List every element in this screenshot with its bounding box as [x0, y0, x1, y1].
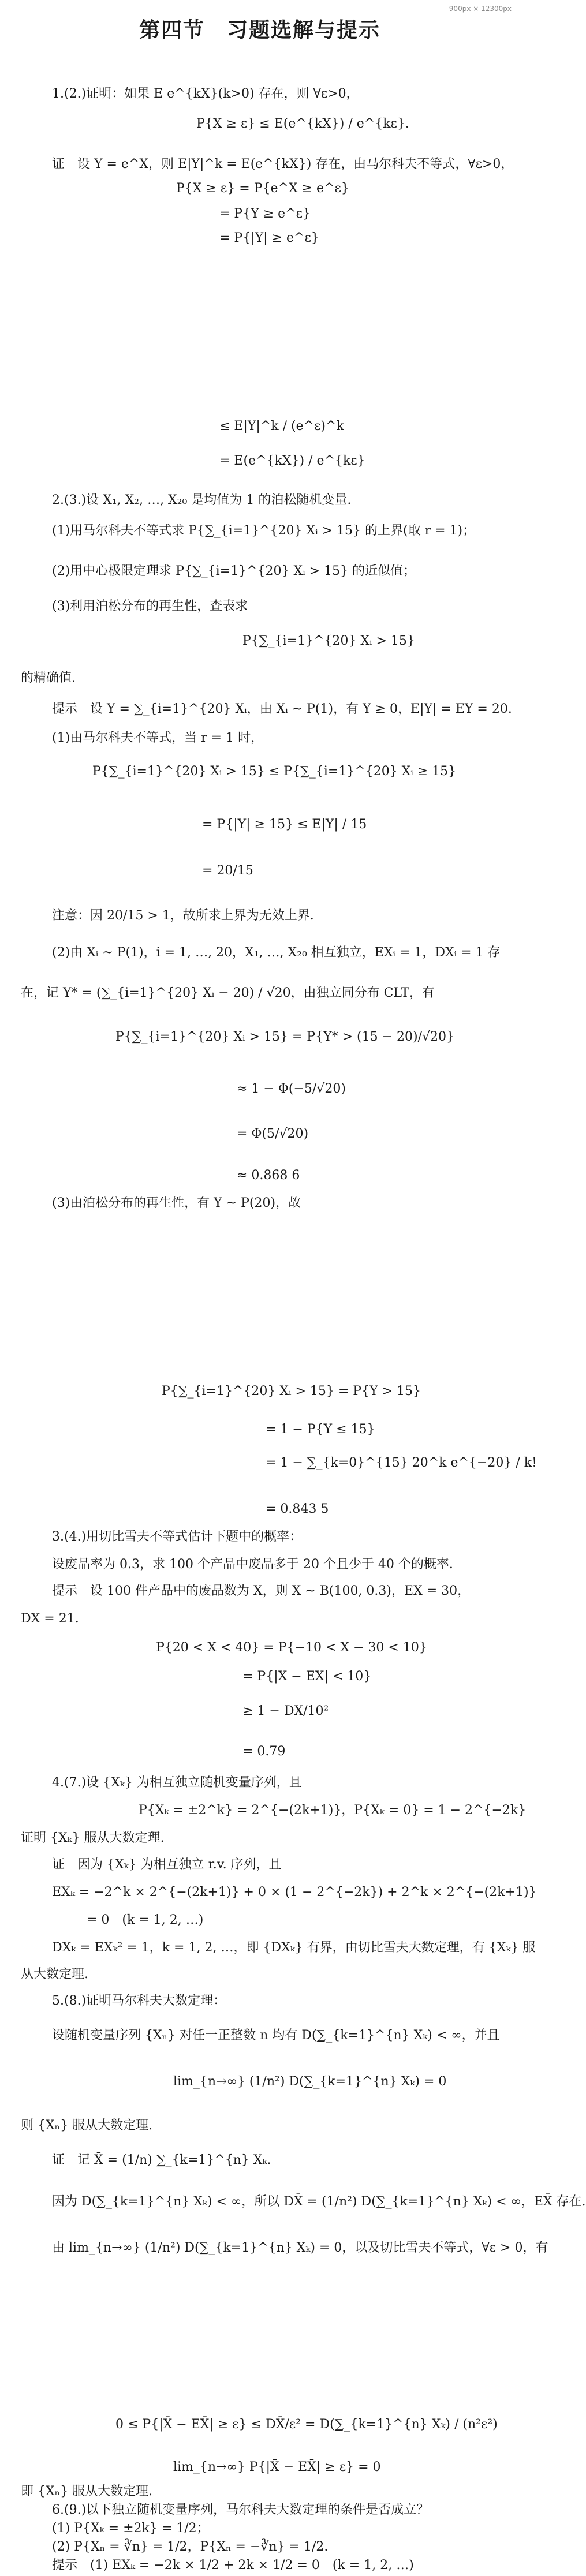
text-line: P{∑_{i=1}^{20} Xᵢ > 15} = P{Y* > (15 − 20)/√20}	[115, 1030, 455, 1044]
text-line: (1)用马尔科夫不等式求 P{∑_{i=1}^{20} Xᵢ > 15} 的上界(取 r = 1)；	[52, 524, 476, 538]
text-line: = 1 − ∑_{k=0}^{15} 20^k e^{−20} / k!	[266, 1456, 537, 1470]
text-line: = P{|X − EX| < 10}	[242, 1669, 372, 1684]
text-line: 提示 设 Y = ∑_{i=1}^{20} Xᵢ，由 Xᵢ ~ P(1)，有 Y ≥ 0，E|Y| = EY = 20.	[52, 702, 512, 716]
text-line: ≈ 0.868 6	[237, 1168, 300, 1183]
text-line: P{X ≥ ε} = P{e^X ≥ e^ε}	[176, 181, 349, 196]
text-line: 的精确值.	[21, 671, 76, 685]
section-title: 第四节 习题选解与提示	[139, 18, 380, 42]
text-line: = Φ(5/√20)	[237, 1127, 309, 1141]
text-line: = 20/15	[202, 863, 253, 878]
text-line: P{∑_{i=1}^{20} Xᵢ > 15} ≤ P{∑_{i=1}^{20} Xᵢ ≥ 15}	[92, 764, 457, 779]
text-line: P{X ≥ ε} ≤ E(e^{kX}) / e^{kε}.	[196, 117, 409, 131]
text-line: 证 记 X̄ = (1/n) ∑_{k=1}^{n} Xₖ.	[52, 2153, 271, 2167]
text-line: (1)由马尔科夫不等式，当 r = 1 时，	[52, 731, 264, 745]
text-line: 证明 {Xₖ} 服从大数定理.	[21, 1831, 165, 1845]
text-line: 设随机变量序列 {Xₙ} 对任一正整数 n 均有 D(∑_{k=1}^{n} Xₖ) < ∞，并且	[52, 2028, 500, 2043]
text-line: 在，记 Y* = (∑_{i=1}^{20} Xᵢ − 20) / √20，由独立同分布 CLT，有	[21, 986, 435, 1000]
text-line: P{Xₖ = ±2^k} = 2^{−(2k+1)}，P{Xₖ = 0} = 1 − 2^{−2k}	[139, 1803, 527, 1818]
text-line: ≥ 1 − DX/10²	[242, 1704, 329, 1718]
text-line: P{∑_{i=1}^{20} Xᵢ > 15} = P{Y > 15}	[162, 1384, 421, 1399]
text-line: 证 因为 {Xₖ} 为相互独立 r.v. 序列，且	[52, 1857, 282, 1872]
text-line: 则 {Xₙ} 服从大数定理.	[21, 2118, 153, 2133]
text-line: (2)用中心极限定理求 P{∑_{i=1}^{20} Xᵢ > 15} 的近似值；	[52, 564, 416, 578]
text-line: 1.(2.)证明：如果 E e^{kX}(k>0) 存在，则 ∀ε>0，	[52, 87, 359, 101]
text-line: 由 lim_{n→∞} (1/n²) D(∑_{k=1}^{n} Xₖ) = 0，以及切比雪夫不等式，∀ε > 0，有	[52, 2241, 548, 2255]
text-line: lim_{n→∞} P{|X̄ − EX̄| ≥ ε} = 0	[173, 2460, 381, 2474]
text-line: P{∑_{i=1}^{20} Xᵢ > 15}	[242, 634, 415, 648]
text-line: = 0.843 5	[266, 1502, 329, 1516]
text-line: 即 {Xₙ} 服从大数定理.	[21, 2484, 153, 2499]
text-line: 3.(4.)用切比雪夫不等式估计下题中的概率：	[52, 1530, 303, 1544]
text-line: 注意：因 20/15 > 1，故所求上界为无效上界.	[52, 908, 314, 923]
text-line: 4.(7.)设 {Xₖ} 为相互独立随机变量序列，且	[52, 1775, 302, 1790]
page-size-note: 900px × 12300px	[449, 5, 512, 13]
text-line: 2.(3.)设 X₁, X₂, …, X₂₀ 是均值为 1 的泊松随机变量.	[52, 493, 352, 507]
text-line: 提示 设 100 件产品中的废品数为 X，则 X ~ B(100, 0.3)，EX = 30，	[52, 1584, 471, 1598]
text-line: 6.(9.)以下独立随机变量序列，马尔科夫大数定理的条件是否成立？	[52, 2503, 430, 2517]
text-line: EXₖ = −2^k × 2^{−(2k+1)} + 0 × (1 − 2^{−2k}) + 2^k × 2^{−(2k+1)}	[52, 1885, 537, 1900]
text-line: P{20 < X < 40} = P{−10 < X − 30 < 10}	[156, 1640, 427, 1655]
text-line: lim_{n→∞} (1/n²) D(∑_{k=1}^{n} Xₖ) = 0	[173, 2074, 447, 2089]
text-line: ≈ 1 − Φ(−5/√20)	[237, 1082, 346, 1096]
text-line: = P{Y ≥ e^ε}	[219, 207, 311, 221]
text-line: (3)利用泊松分布的再生性，查表求	[52, 599, 248, 614]
text-line: ≤ E|Y|^k / (e^ε)^k	[219, 419, 344, 433]
text-line: = P{|Y| ≥ e^ε}	[219, 231, 319, 245]
text-line: (3)由泊松分布的再生性，有 Y ~ P(20)，故	[52, 1196, 301, 1210]
text-line: 5.(8.)证明马尔科夫大数定理：	[52, 1994, 226, 2008]
text-line: 证 设 Y = e^X，则 E|Y|^k = E(e^{kX}) 存在，由马尔科夫不等式，∀ε>0，	[52, 157, 514, 171]
text-line: = E(e^{kX}) / e^{kε}	[219, 454, 365, 468]
text-line: 从大数定理.	[21, 1967, 88, 1981]
text-line: 设废品率为 0.3，求 100 个产品中废品多于 20 个且少于 40 个的概率.	[52, 1557, 453, 1572]
text-line: 提示 (1) EXₖ = −2k × 1/2 + 2k × 1/2 = 0 (k = 1, 2, …)	[52, 2558, 414, 2573]
text-line: DXₖ = EXₖ² = 1，k = 1, 2, …，即 {DXₖ} 有界，由切比雪夫大数定理，有 {Xₖ} 服	[52, 1941, 536, 1955]
text-line: DX = 21.	[21, 1612, 79, 1626]
text-line: = 0 (k = 1, 2, …)	[87, 1913, 204, 1927]
text-line: 因为 D(∑_{k=1}^{n} Xₖ) < ∞，所以 DX̄ = (1/n²) D(∑_{k=1}^{n} Xₖ) < ∞，EX̄ 存在.	[52, 2194, 586, 2209]
text-line: (1) P{Xₖ = ±2k} = 1/2；	[52, 2521, 210, 2536]
text-line: (2) P{Xₙ = ∛n} = 1/2，P{Xₙ = −∛n} = 1/2.	[52, 2540, 329, 2554]
text-line: 0 ≤ P{|X̄ − EX̄| ≥ ε} ≤ DX̄/ε² = D(∑_{k=1}^{n} Xₖ) / (n²ε²)	[115, 2417, 498, 2432]
text-line: (2)由 Xᵢ ~ P(1)，i = 1, …, 20，X₁, …, X₂₀ 相互独立，EXᵢ = 1，DXᵢ = 1 存	[52, 945, 501, 960]
text-line: = 0.79	[242, 1744, 286, 1759]
text-line: = P{|Y| ≥ 15} ≤ E|Y| / 15	[202, 817, 367, 832]
text-line: = 1 − P{Y ≤ 15}	[266, 1422, 375, 1437]
